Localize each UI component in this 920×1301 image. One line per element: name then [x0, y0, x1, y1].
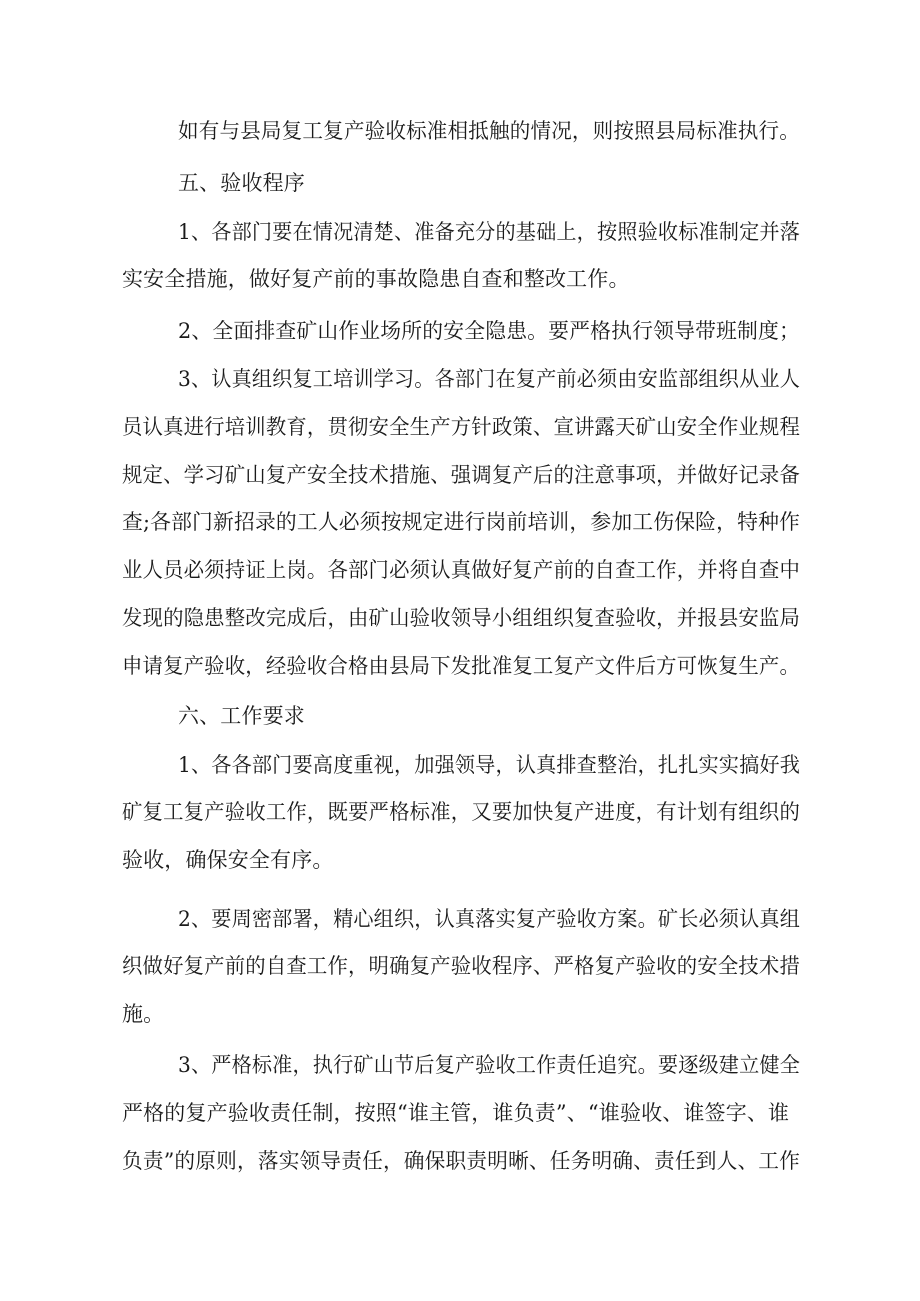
paragraph-line: 矿复工复产验收工作，既要严格标准，又要加快复产进度，有计划有组织的: [122, 800, 800, 824]
paragraph-line: 施。: [122, 1002, 165, 1026]
paragraph-line: 负责”的原则，落实领导责任，确保职责明晰、任务明确、责任到人、工作: [122, 1149, 800, 1173]
section-heading: 六、工作要求: [178, 704, 305, 728]
paragraph-line: 严格的复产验收责任制，按照“谁主管，谁负责”、“谁验收、谁签字、谁: [122, 1101, 790, 1125]
paragraph-line: 如有与县局复工复产验收标准相抵触的情况，则按照县局标准执行。: [178, 119, 800, 143]
paragraph-line: 业人员必须持证上岗。各部门必须认真做好复产前的自查工作，并将自查中: [122, 558, 800, 582]
paragraph-line: 织做好复产前的自查工作，明确复产验收程序、严格复产验收的安全技术措: [122, 954, 800, 978]
paragraph-line: 3、认真组织复工培训学习。各部门在复产前必须由安监部组织从业人: [178, 367, 800, 391]
paragraph-line: 验收，确保安全有序。: [122, 848, 334, 872]
paragraph-line: 实安全措施，做好复产前的事故隐患自查和整改工作。: [122, 267, 630, 291]
paragraph-line: 2、全面排查矿山作业场所的安全隐患。要严格执行领导带班制度；: [178, 319, 800, 343]
section-heading: 五、验收程序: [178, 171, 305, 195]
paragraph-line: 1、各各部门要高度重视，加强领导，认真排查整治，扎扎实实搞好我: [178, 753, 800, 777]
paragraph-line: 申请复产验收，经验收合格由县局下发批准复工复产文件后方可恢复生产。: [122, 654, 800, 678]
paragraph-line: 查;各部门新招录的工人必须按规定进行岗前培训，参加工伤保险，特种作: [122, 510, 800, 534]
paragraph-line: 1、各部门要在情况清楚、准备充分的基础上，按照验收标准制定并落: [178, 220, 800, 244]
paragraph-line: 3、严格标准，执行矿山节后复产验收工作责任追究。要逐级建立健全: [178, 1053, 800, 1077]
paragraph-line: 员认真进行培训教育，贯彻安全生产方针政策、宣讲露天矿山安全作业规程: [122, 415, 800, 439]
paragraph-line: 规定、学习矿山复产安全技术措施、强调复产后的注意事项，并做好记录备: [122, 463, 800, 487]
paragraph-line: 2、要周密部署，精心组织，认真落实复产验收方案。矿长必须认真组: [178, 907, 800, 931]
paragraph-line: 发现的隐患整改完成后，由矿山验收领导小组组织复查验收，并报县安监局: [122, 606, 800, 630]
